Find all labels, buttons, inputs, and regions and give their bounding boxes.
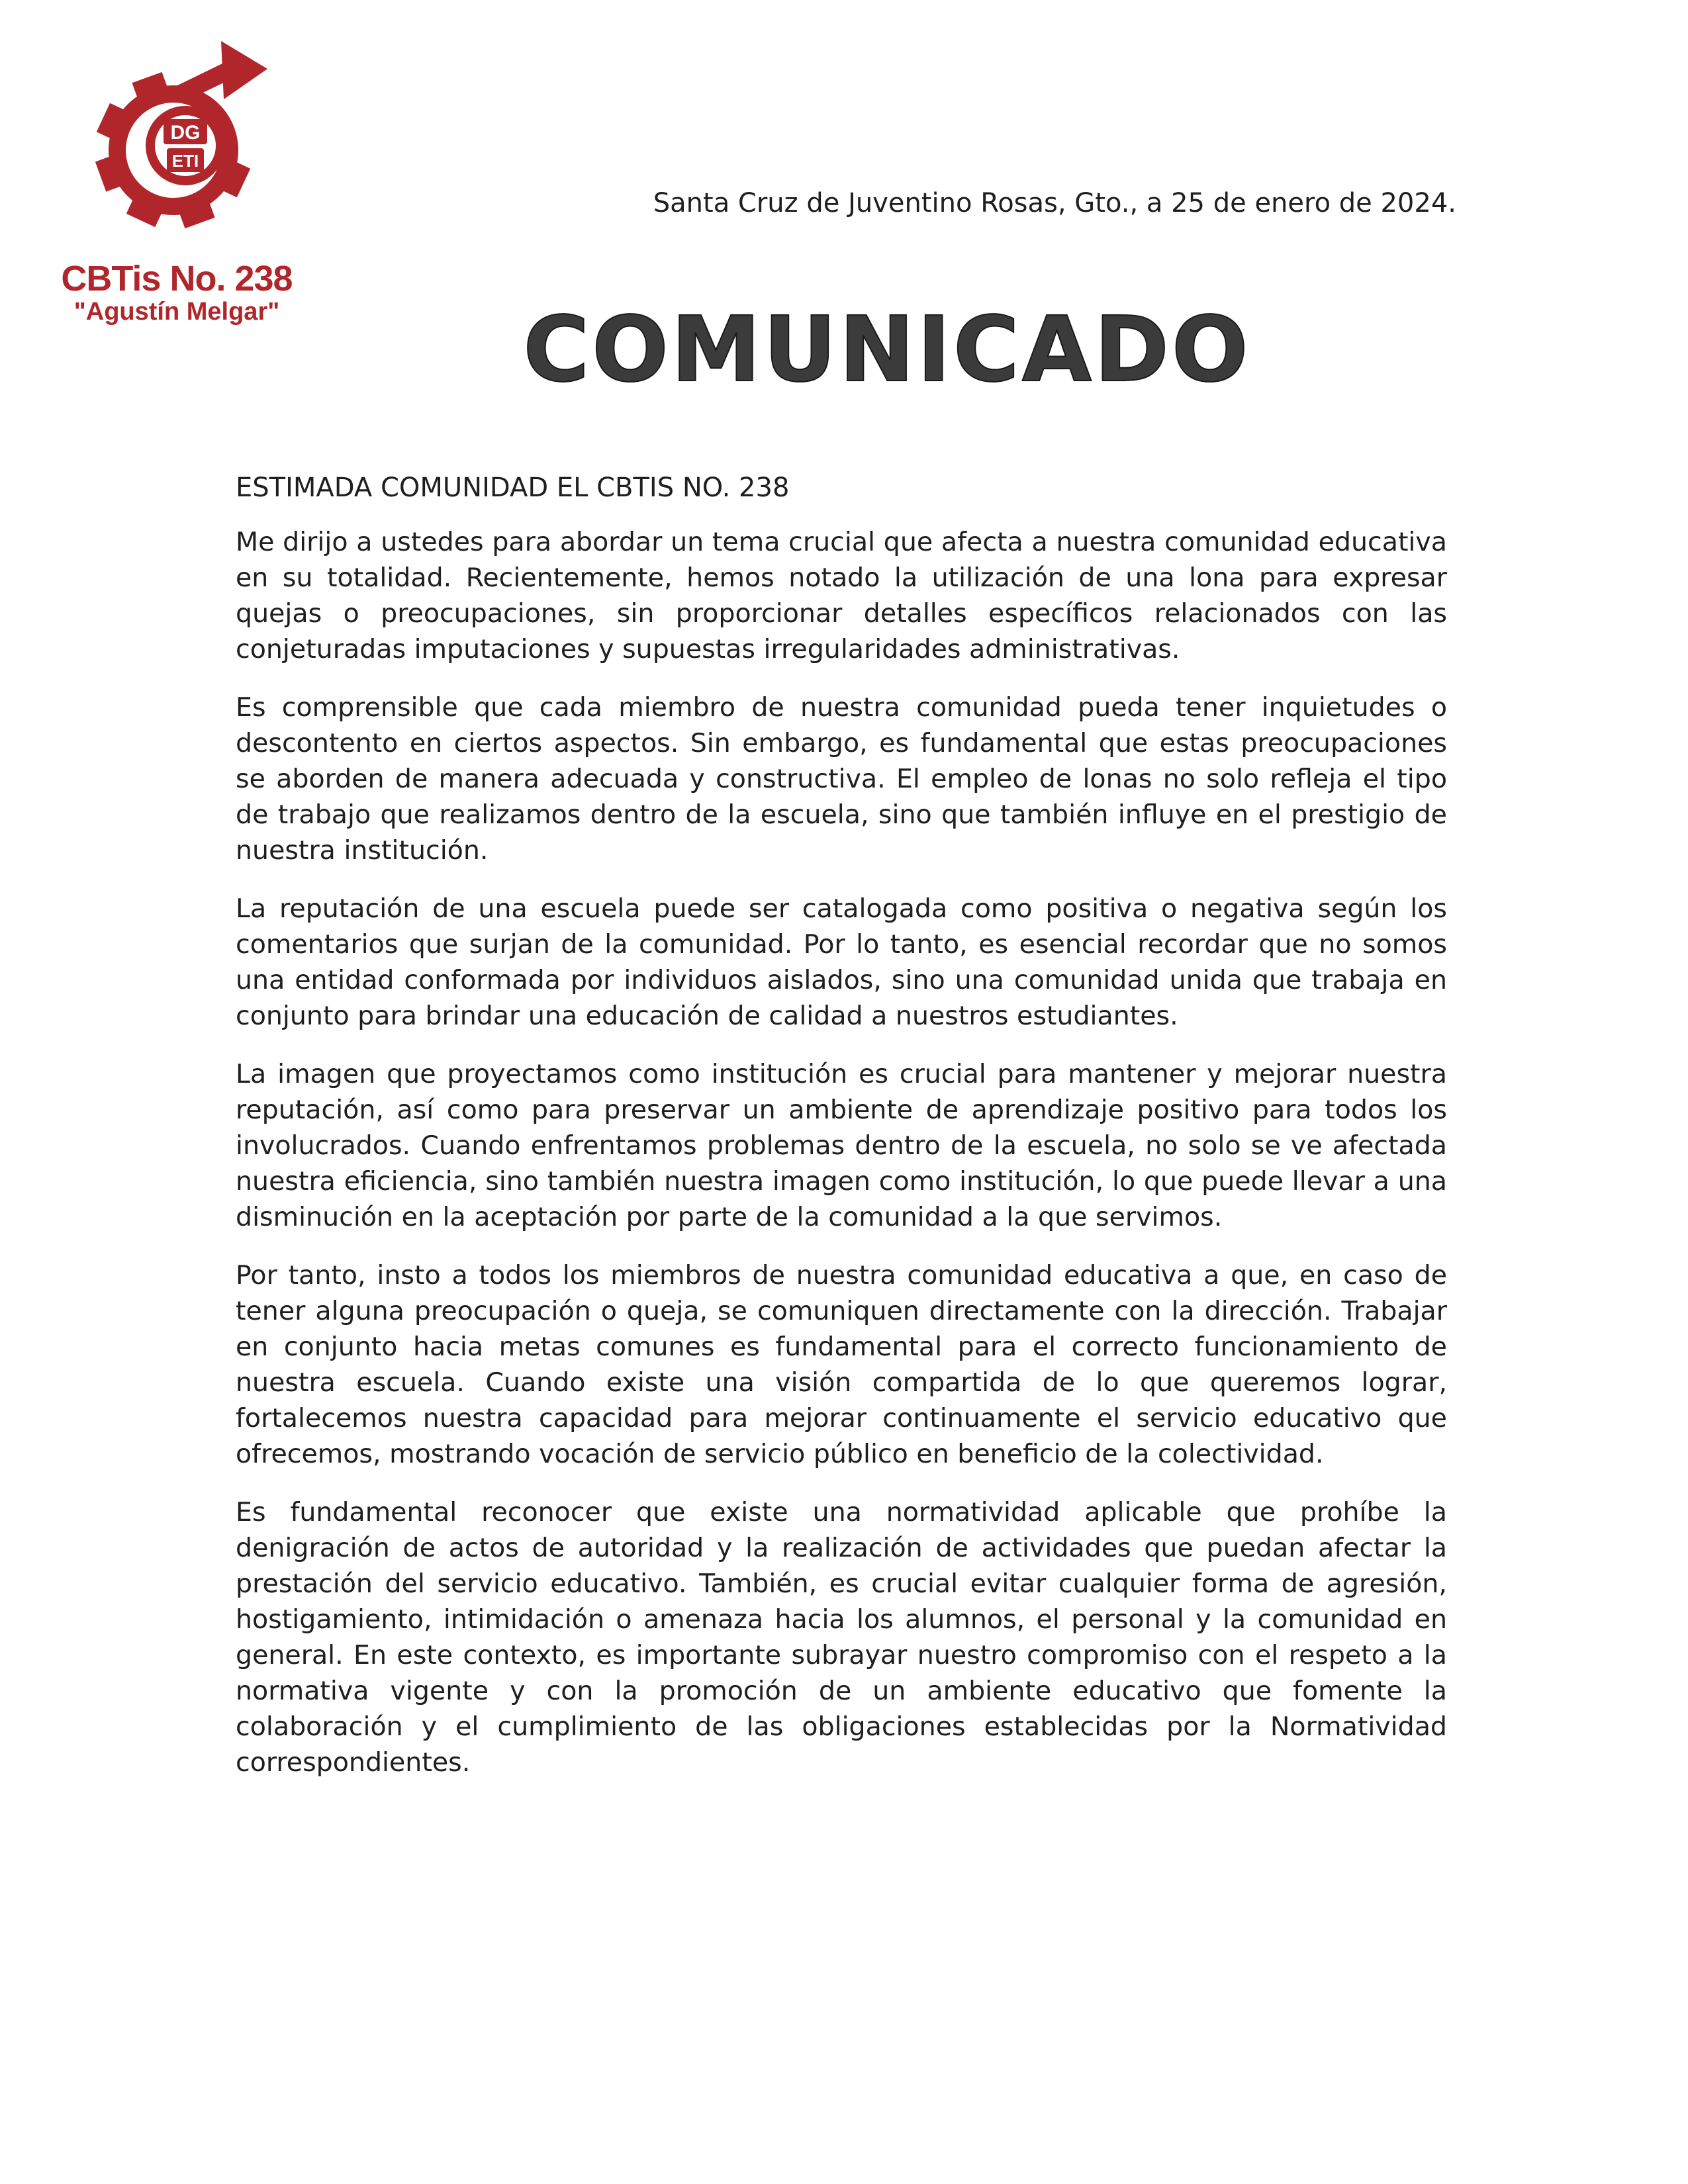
school-subname: "Agustín Melgar" [73,298,280,326]
paragraph: Es comprensible que cada miembro de nuestra comunidad pueda tener inquietudes o descontento en ciertos aspectos. Sin embargo, es fundamental que estas preocupaciones se aborden de manera adecuada y constructiva. El empleo de lonas no solo refleja el tipo de trabajo que realizamos dentro de la escuela, sino que también influye en el prestigio de nuestra institución. [236,692,1447,866]
document-title: COMUNICADO [523,298,1251,402]
date-line: Santa Cruz de Juventino Rosas, Gto., a 25 de enero de 2024. [653,188,1456,218]
dgeti-gear-logo-icon [74,34,273,253]
paragraph: La reputación de una escuela puede ser catalogada como positiva o negativa según los comentarios que surjan de la comunidad. Por lo tanto, es esencial recordar que no somos una entidad conformada por individuos aislados, sino una comunidad unida que trabaja en conjunto para brindar una educación de calidad a nuestros estudiantes. [236,893,1447,1031]
school-name-block [54,259,299,326]
logo-monogram-bottom: ETI [171,151,199,171]
paragraph: La imagen que proyectamos como institución es crucial para mantener y mejorar nuestra reputación, así como para preservar un ambiente de aprendizaje positivo para todos los involucrados. Cuando enfrentamos problemas dentro de la escuela, no solo se ve afectada nuestra eficiencia, sino también nuestra imagen como institución, lo que puede llevar a una disminución en la aceptación por parte de la comunidad a la que servimos. [236,1059,1447,1232]
salutation: ESTIMADA COMUNIDAD EL CBTIS NO. 238 [236,473,790,503]
letter-body [236,524,1447,1803]
paragraph: Es fundamental reconocer que existe una normatividad aplicable que prohíbe la denigración de actos de autoridad y la realización de actividades que puedan afectar la prestación del servicio educativo. También, es crucial evitar cualquier forma de agresión, hostigamiento, intimidación o amenaza hacia los alumnos, el personal y la comunidad en general. En este contexto, es importante subrayar nuestro compromiso con el respeto a la normativa vigente y con la promoción de un ambiente educativo que fomente la colaboración y el cumplimiento de las obligaciones establecidas por la Normatividad correspondientes. [236,1497,1447,1778]
paragraph: Por tanto, insto a todos los miembros de nuestra comunidad educativa a que, en caso de tener alguna preocupación o queja, se comuniquen directamente con la dirección. Trabajar en conjunto hacia metas comunes es fundamental para el correcto funcionamiento de nuestra escuela. Cuando existe una visión compartida de lo que queremos lograr, fortalecemos nuestra capacidad para mejorar continuamente el servicio educativo que ofrecemos, mostrando vocación de servicio público en beneficio de la colectividad. [236,1260,1447,1469]
logo-monogram-top: DG [170,122,201,144]
school-name: CBTis No. 238 [61,259,293,298]
paragraph: Me dirijo a ustedes para abordar un tema crucial que afecta a nuestra comunidad educativa en su totalidad. Recientemente, hemos notado la utilización de una lona para expresar quejas o preocupaciones, sin proporcionar detalles específicos relacionados con las conjeturadas imputaciones y supuestas irregularidades administrativas. [236,527,1447,664]
